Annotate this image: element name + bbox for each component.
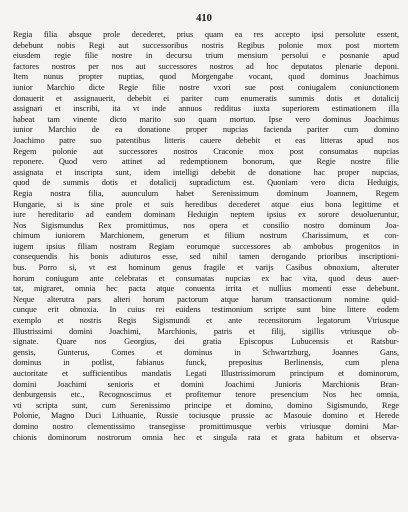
text-line: iunior Marchio de ea donatione proper nupcias facienda pariter cum domino <box>13 125 399 135</box>
text-line: Regem polonie aut successores nostros Craconie mox post consumatas nupcias <box>13 146 399 156</box>
text-line: auctoritate et sufficientibus mandatis Legati Illustrissimorum principum et dominorum, <box>13 369 399 378</box>
text-line: iunior Marchio dicte Regie filie nostre vxori sue post coniugalem coniunctionem <box>13 82 399 92</box>
text-line: Hungarie, si is sine prole et suis heredibus decederet atque eius bona legittime et <box>13 199 399 209</box>
text-line: dominus in potlist, fabianus funck, prepositus Berlinensis, cum plena <box>13 358 399 368</box>
text-line: Illustrissimi domini Joachimi, Marchionis, patris et filij, sigillis vtriusque ob- <box>13 326 399 336</box>
text-line: habeat tam vinente dicto marito suo quam mortuo. Ipse vero dominus Joachimus <box>13 114 399 124</box>
text-line: assignari et inscribi, ita vt inde annuos redditus iuxta superiorem estimationem illa <box>13 104 399 114</box>
text-line: assignata et inscripta sunt, idem intelligi debebit de donatione hac proper nupcias, <box>13 167 399 177</box>
text-line: factores nostros per nos aut successores nostros ad hoc deputatos plenarie deponi. <box>13 61 399 71</box>
text-line: reponere. Quod vero attinet ad redemptionem bonorum, que Regie nostre filie <box>13 157 399 167</box>
text-line: Neque alterutra pars alteri horum pactorum atque harum transactionum nomine quid- <box>13 294 399 304</box>
text-line: quod de summis dotis et dotalicij supradictum est. Quoniam vero dicta Heduigis, <box>13 178 399 188</box>
text-line: gensis, Gunterus, Comes et dominus in Schwartzburg, Joannes Gans, <box>13 347 399 357</box>
text-line: domino nostro clementissimo transegisse promittimusque verbis vtriusque domini Mar- <box>13 421 399 431</box>
text-line: consequendis his bonis adiuturos esse, sed nihil tamen derogando prioribus inscriptioni- <box>13 252 399 262</box>
text-line: Polonie, Magno Duci Lithuanie, Russie tociusque prussie ac Masouie domino et Herede <box>13 411 399 421</box>
text-line: iugem ipsius filiam nostram Regiam eorumque successores ab ambobus progenitos in <box>13 241 399 251</box>
text-line: cunque erit obnoxia. In cuius rei euidens testimonium scripte sunt bine littere eodem <box>13 305 399 315</box>
text-line: horum coniugum ante celebratas et consumatas nupcias ex hac vita, quod deus auer- <box>13 273 399 283</box>
text-line: Joachimo patre suo patentibus litteris cauere debebit et eas litteras apud nos <box>13 135 399 145</box>
text-line: debebunt nobis Regi aut successoribus nostris Regibus polonie mox post mortem <box>13 40 399 50</box>
text-line: domini Joachimi senioris et domini Joachimi Junioris Marchionis Bran- <box>13 379 399 389</box>
text-line: donauerit et assignauerit, debebit ei pariter cum enumeratis summis dotis et dotalicij <box>13 93 399 103</box>
text-line: exemplo et nostris Regis Sigismundi et ante recensitorum legatorum Vtriusque <box>13 316 399 326</box>
body-text <box>13 30 399 443</box>
text-line: Nos Sigismundus Rex promittimus, nos opera et consilio nostro dominum Joa- <box>13 220 399 230</box>
text-line: Regia filia absque prole decederet, prius quam ea res accepto ipsi persolute essent, <box>13 30 399 39</box>
text-line: denburgensis etc., Recognoscimus et profitemur tenore presencium Nos hec omnia, <box>13 390 399 400</box>
text-line: iure hereditario ad eandem dominam Heduigin neptem ipsius ex sorore deuolueruntur, <box>13 210 399 220</box>
text-line: chionis dominorum nostrorum omnia hec et singula rata et grata habitum et observa- <box>13 432 399 442</box>
text-line: eiusdem regie filie nostre in decursu trium mensium persolui e posnanie apud <box>13 51 399 61</box>
text-line: vti scripta sunt, cum Serenissimo principe et domino, domino Sigismundo, Rege <box>13 400 399 410</box>
text-line: signate. Quare nos Georgius, dei gratia Episcopus Lubucensis et Ratsbur- <box>13 337 399 347</box>
text-line: Regia nostra filia, auunculum habet Serenissimum dominum Joannem, Regem <box>13 188 399 198</box>
text-line: Item nunus propter nuptias, quod Morgengabe vocant, quod dominus Joachimus <box>13 72 399 82</box>
text-line: chimum iuniorem Marchionem, generum et filium nostrum Charissimum, et con- <box>13 231 399 241</box>
text-line: bus. Porro si, vt est hominum genus fragile et varijs Casibus obnoxium, alteruter <box>13 263 399 273</box>
text-line: tat, migraret, omnia hec pacta atque conuenta irrita et nullius momenti esse debebunt. <box>13 284 399 294</box>
page-number: 410 <box>196 13 212 24</box>
